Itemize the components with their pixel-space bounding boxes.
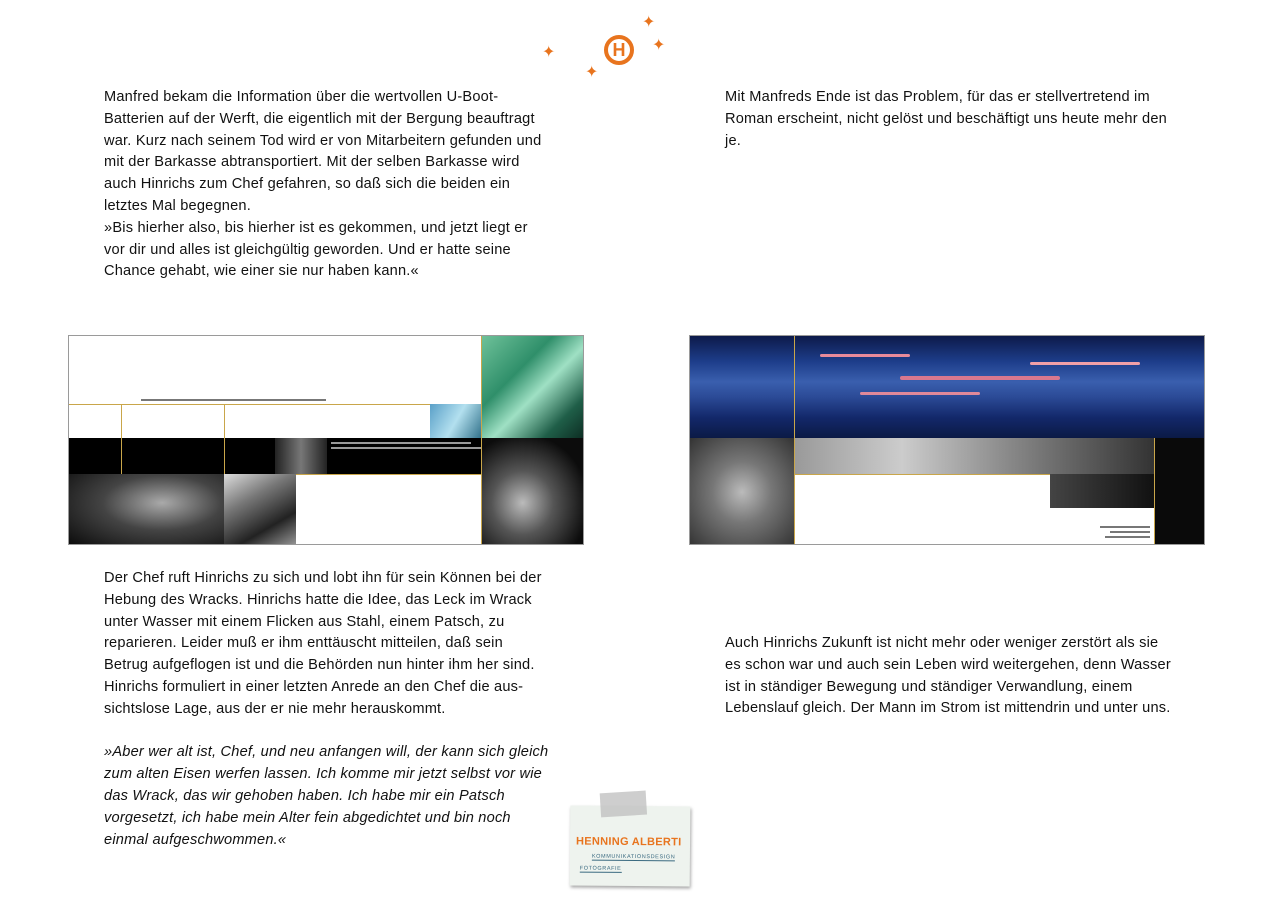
- blue-photo: [430, 404, 482, 438]
- left-top-text: [104, 87, 550, 283]
- tiny-caption: [141, 399, 326, 401]
- tape: [600, 791, 647, 818]
- right-collage-image: [689, 335, 1205, 545]
- tiny-caption: [1105, 536, 1150, 538]
- hull-photo: [69, 474, 224, 545]
- water-band-photo: [794, 438, 1154, 474]
- tiny-caption: [331, 447, 481, 449]
- sparkle-icon: ✦: [652, 37, 666, 54]
- sea-sky-photo: [690, 336, 1205, 438]
- grid-line: [794, 474, 1050, 475]
- right-top-text: [725, 87, 1171, 152]
- pink-cloud: [860, 392, 980, 395]
- sparkle-icon: ✦: [542, 44, 556, 61]
- pink-cloud: [820, 354, 910, 357]
- propeller-photo: [481, 438, 584, 545]
- quote-paragraph: »Bis hierher also, bis hierher ist es gekommen, und jetzt liegt er vor dir und alles ist gleichgültig geworden. Und er hatte seine Chance gehabt, wie einer sie nur haben kann.«: [104, 219, 528, 280]
- left-collage-image: [68, 335, 584, 545]
- grid-line: [224, 404, 225, 474]
- paragraph: Auch Hinrichs Zukunft ist nicht mehr oder weniger zerstört als sie es schon war und auch sein Leben wird weitergehen, denn Wasser ist in ständiger Bewegung und ständiger Verwandlung, einem Lebenslauf gleich. Der Mann im Strom ist mittendrin und unter uns.: [725, 635, 1171, 717]
- paragraph: Der Chef ruft Hinrichs zu sich und lobt ihn für sein Können bei der Hebung des Wracks. Hinrichs hatte die Idee, das Leck im Wrack unter Wasser mit einem Flicken aus Stahl, einem Patsch, zu reparieren. Leider muß er ihm enttäuscht mitteilen, daß sein Betrug aufgeflogen ist und die Behörden nun hinter ihm her sind. Hinrichs formuliert in einer letzten Anrede an den Chef die aus-sichtslose Lage, aus der er nie mehr herauskommt.: [104, 570, 542, 717]
- sparkle-icon: ✦: [585, 64, 599, 81]
- grid-line: [121, 404, 122, 474]
- grid-line: [1154, 438, 1155, 545]
- ladder-photo: [275, 438, 327, 474]
- business-card[interactable]: [570, 805, 691, 886]
- logo-h-icon: H: [604, 35, 634, 65]
- card-line-kommunikationsdesign: KOMMUNIKATIONSDESIGN: [591, 853, 676, 861]
- wreck-photo: [224, 474, 296, 545]
- black-panel: [1154, 438, 1205, 545]
- quote-paragraph: »Aber wer alt ist, Chef, und neu anfangen will, der kann sich gleich zum alten Eisen werfen lassen. Ich komme mir jetzt selbst vor wie das Wrack, das wir gehoben haben. Ich habe mir ein Patsch vorgesetzt, ich habe mein Alter fein abgedichtet und bin noch einmal aufgeschwommen.«: [104, 744, 549, 848]
- silhouette-photo: [1050, 474, 1154, 508]
- logo: [540, 12, 670, 82]
- sparkle-icon: ✦: [642, 14, 656, 31]
- grid-line: [296, 474, 481, 475]
- card-name: HENNING ALBERTI: [575, 835, 682, 849]
- green-photo: [481, 336, 584, 438]
- tiny-caption: [1100, 526, 1150, 528]
- grid-line: [69, 404, 430, 405]
- grid-line: [481, 336, 482, 545]
- pink-cloud: [1030, 362, 1140, 365]
- water-surface-photo: [690, 438, 794, 545]
- right-bottom-text: [725, 633, 1171, 720]
- tiny-caption: [1110, 531, 1150, 533]
- left-bottom-text: [104, 568, 550, 851]
- pink-cloud: [900, 376, 1060, 380]
- paragraph: Mit Manfreds Ende ist das Problem, für das er stellvertretend im Roman erscheint, nicht gelöst und beschäftigt uns heute mehr den je.: [725, 89, 1167, 149]
- paragraph: Manfred bekam die Information über die wertvollen U-Boot-Batterien auf der Werft, die eigentlich mit der Bergung beauftragt war. Kurz nach seinem Tod wird er von Mitarbeitern gefunden und mit der Barkasse abtransportiert. Mit der selben Barkasse wird auch Hinrichs zum Chef gefahren, so daß sich die beiden ein letztes Mal begegnen.: [104, 89, 542, 214]
- card-line-fotografie: FOTOGRAFIE: [579, 865, 622, 872]
- grid-line: [794, 336, 795, 545]
- tiny-caption: [331, 442, 471, 444]
